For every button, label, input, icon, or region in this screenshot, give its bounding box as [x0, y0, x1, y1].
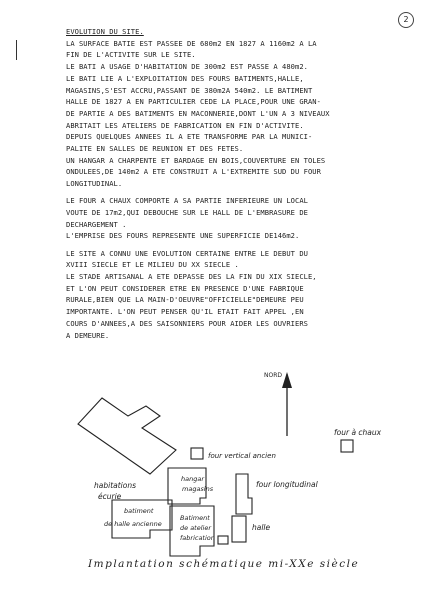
- body-text: [66, 26, 380, 341]
- label-magasins: magasins: [182, 485, 214, 493]
- label-halle: halle: [252, 523, 271, 532]
- north-label: NORD: [264, 372, 282, 379]
- site-plan: [0, 360, 424, 560]
- text-line: A DEMEURE.: [66, 330, 110, 340]
- label-habitations: habitations: [94, 481, 137, 490]
- label-four-a-chaux: four à chaux: [334, 428, 382, 437]
- four-a-chaux: [341, 440, 353, 452]
- text-line: DECHARGEMENT .: [66, 219, 127, 229]
- label-halle-ancienne: de halle ancienne: [104, 520, 162, 528]
- text-line: ABRITAIT LES ATELIERS DE FABRICATION EN FIN D'ACTIVITE.: [66, 120, 304, 130]
- text-line: LE FOUR A CHAUX COMPORTE A SA PARTIE INFERIEURE UN LOCAL: [66, 196, 308, 206]
- annex-building: [218, 536, 228, 544]
- text-line: LE STADE ARTISANAL A ETE DEPASSE DES LA FIN DU XIX SIECLE,: [66, 272, 317, 282]
- section-title: EVOLUTION DU SITE.: [66, 27, 144, 36]
- north-arrow-icon: [282, 372, 292, 436]
- text-line: LE SITE A CONNU UNE EVOLUTION CERTAINE ENTRE LE DEBUT DU: [66, 248, 308, 258]
- paragraphs: [66, 38, 380, 342]
- halle-building: [232, 516, 246, 542]
- text-line: LE BATI LIE A L'EXPLOITATION DES FOURS BATIMENTS,HALLE,: [66, 73, 304, 83]
- label-de-atelier: de atelier: [180, 524, 212, 532]
- four-longitudinal: [236, 474, 252, 514]
- text-line: LA SURFACE BATIE EST PASSEE DE 680m2 EN 1827 A 1160m2 A LA: [66, 38, 317, 48]
- text-line: VOUTE DE 17m2,QUI DEBOUCHE SUR LE HALL DE L'EMBRASURE DE: [66, 208, 308, 218]
- text-line: LE BATI A USAGE D'HABITATION DE 300m2 EST PASSE A 480m2.: [66, 62, 308, 72]
- text-line: IMPORTANTE. L'ON PEUT PENSER QU'IL ETAIT FAIT APPEL ,EN: [66, 307, 304, 317]
- four-vertical-ancien: [191, 448, 203, 459]
- label-ecurie: écurie: [98, 492, 122, 501]
- plan-caption: Implantation schématique mi-XXe siècle: [88, 558, 360, 570]
- text-line: ONDULEES,DE 140m2 A ETE CONSTRUIT A L'EXTREMITE SUD DU FOUR: [66, 167, 321, 177]
- text-line: ET L'ON PEUT CONSIDERER ETRE EN PRESENCE D'UNE FABRIQUE: [66, 283, 304, 293]
- habitations-building: [78, 398, 176, 474]
- label-batiment-fab: Batiment: [180, 514, 210, 522]
- label-batiment-halle: batiment: [124, 507, 154, 515]
- label-four-longitudinal: four longitudinal: [256, 480, 318, 489]
- text-line: UN HANGAR A CHARPENTE ET BARDAGE EN BOIS,COUVERTURE EN TOLES: [66, 155, 326, 165]
- page-number: 2: [398, 12, 414, 28]
- text-line: HALLE DE 1827 A EN PARTICULIER CEDE LA PLACE,POUR UNE GRAN-: [66, 97, 321, 107]
- label-four-vertical: four vertical ancien: [208, 452, 276, 460]
- text-line: RURALE,BIEN QUE LA MAIN-D'OEUVRE"OFFICIELLE"DEMEURE PEU: [66, 295, 304, 305]
- margin-mark: [16, 40, 17, 60]
- text-line: DE PARTIE A DES BATIMENTS EN MACONNERIE,DONT L'UN A 3 NIVEAUX: [66, 108, 330, 118]
- text-line: MAGASINS,S'EST ACCRU,PASSANT DE 380m2A 540m2. LE BATIMENT: [66, 85, 313, 95]
- text-line: FIN DE L'ACTIVITE SUR LE SITE.: [66, 50, 196, 60]
- text-line: LONGITUDINAL.: [66, 179, 123, 189]
- label-fabrication: fabrication: [180, 534, 215, 542]
- text-line: L'EMPRISE DES FOURS REPRESENTE UNE SUPERFICIE DE146m2.: [66, 231, 300, 241]
- label-hangar: hangar: [181, 475, 205, 483]
- text-line: DEPUIS QUELQUES ANNEES IL A ETE TRANSFORME PAR LA MUNICI-: [66, 132, 313, 142]
- text-line: COURS D'ANNEES,A DES SAISONNIERS POUR AIDER LES OUVRIERS: [66, 318, 308, 328]
- text-line: XVIII SIECLE ET LE MILIEU DU XX SIECLE .: [66, 260, 239, 270]
- text-line: PALITE EN SALLES DE REUNION ET DES FETES.: [66, 144, 244, 154]
- halle-ancienne-building: [112, 500, 172, 538]
